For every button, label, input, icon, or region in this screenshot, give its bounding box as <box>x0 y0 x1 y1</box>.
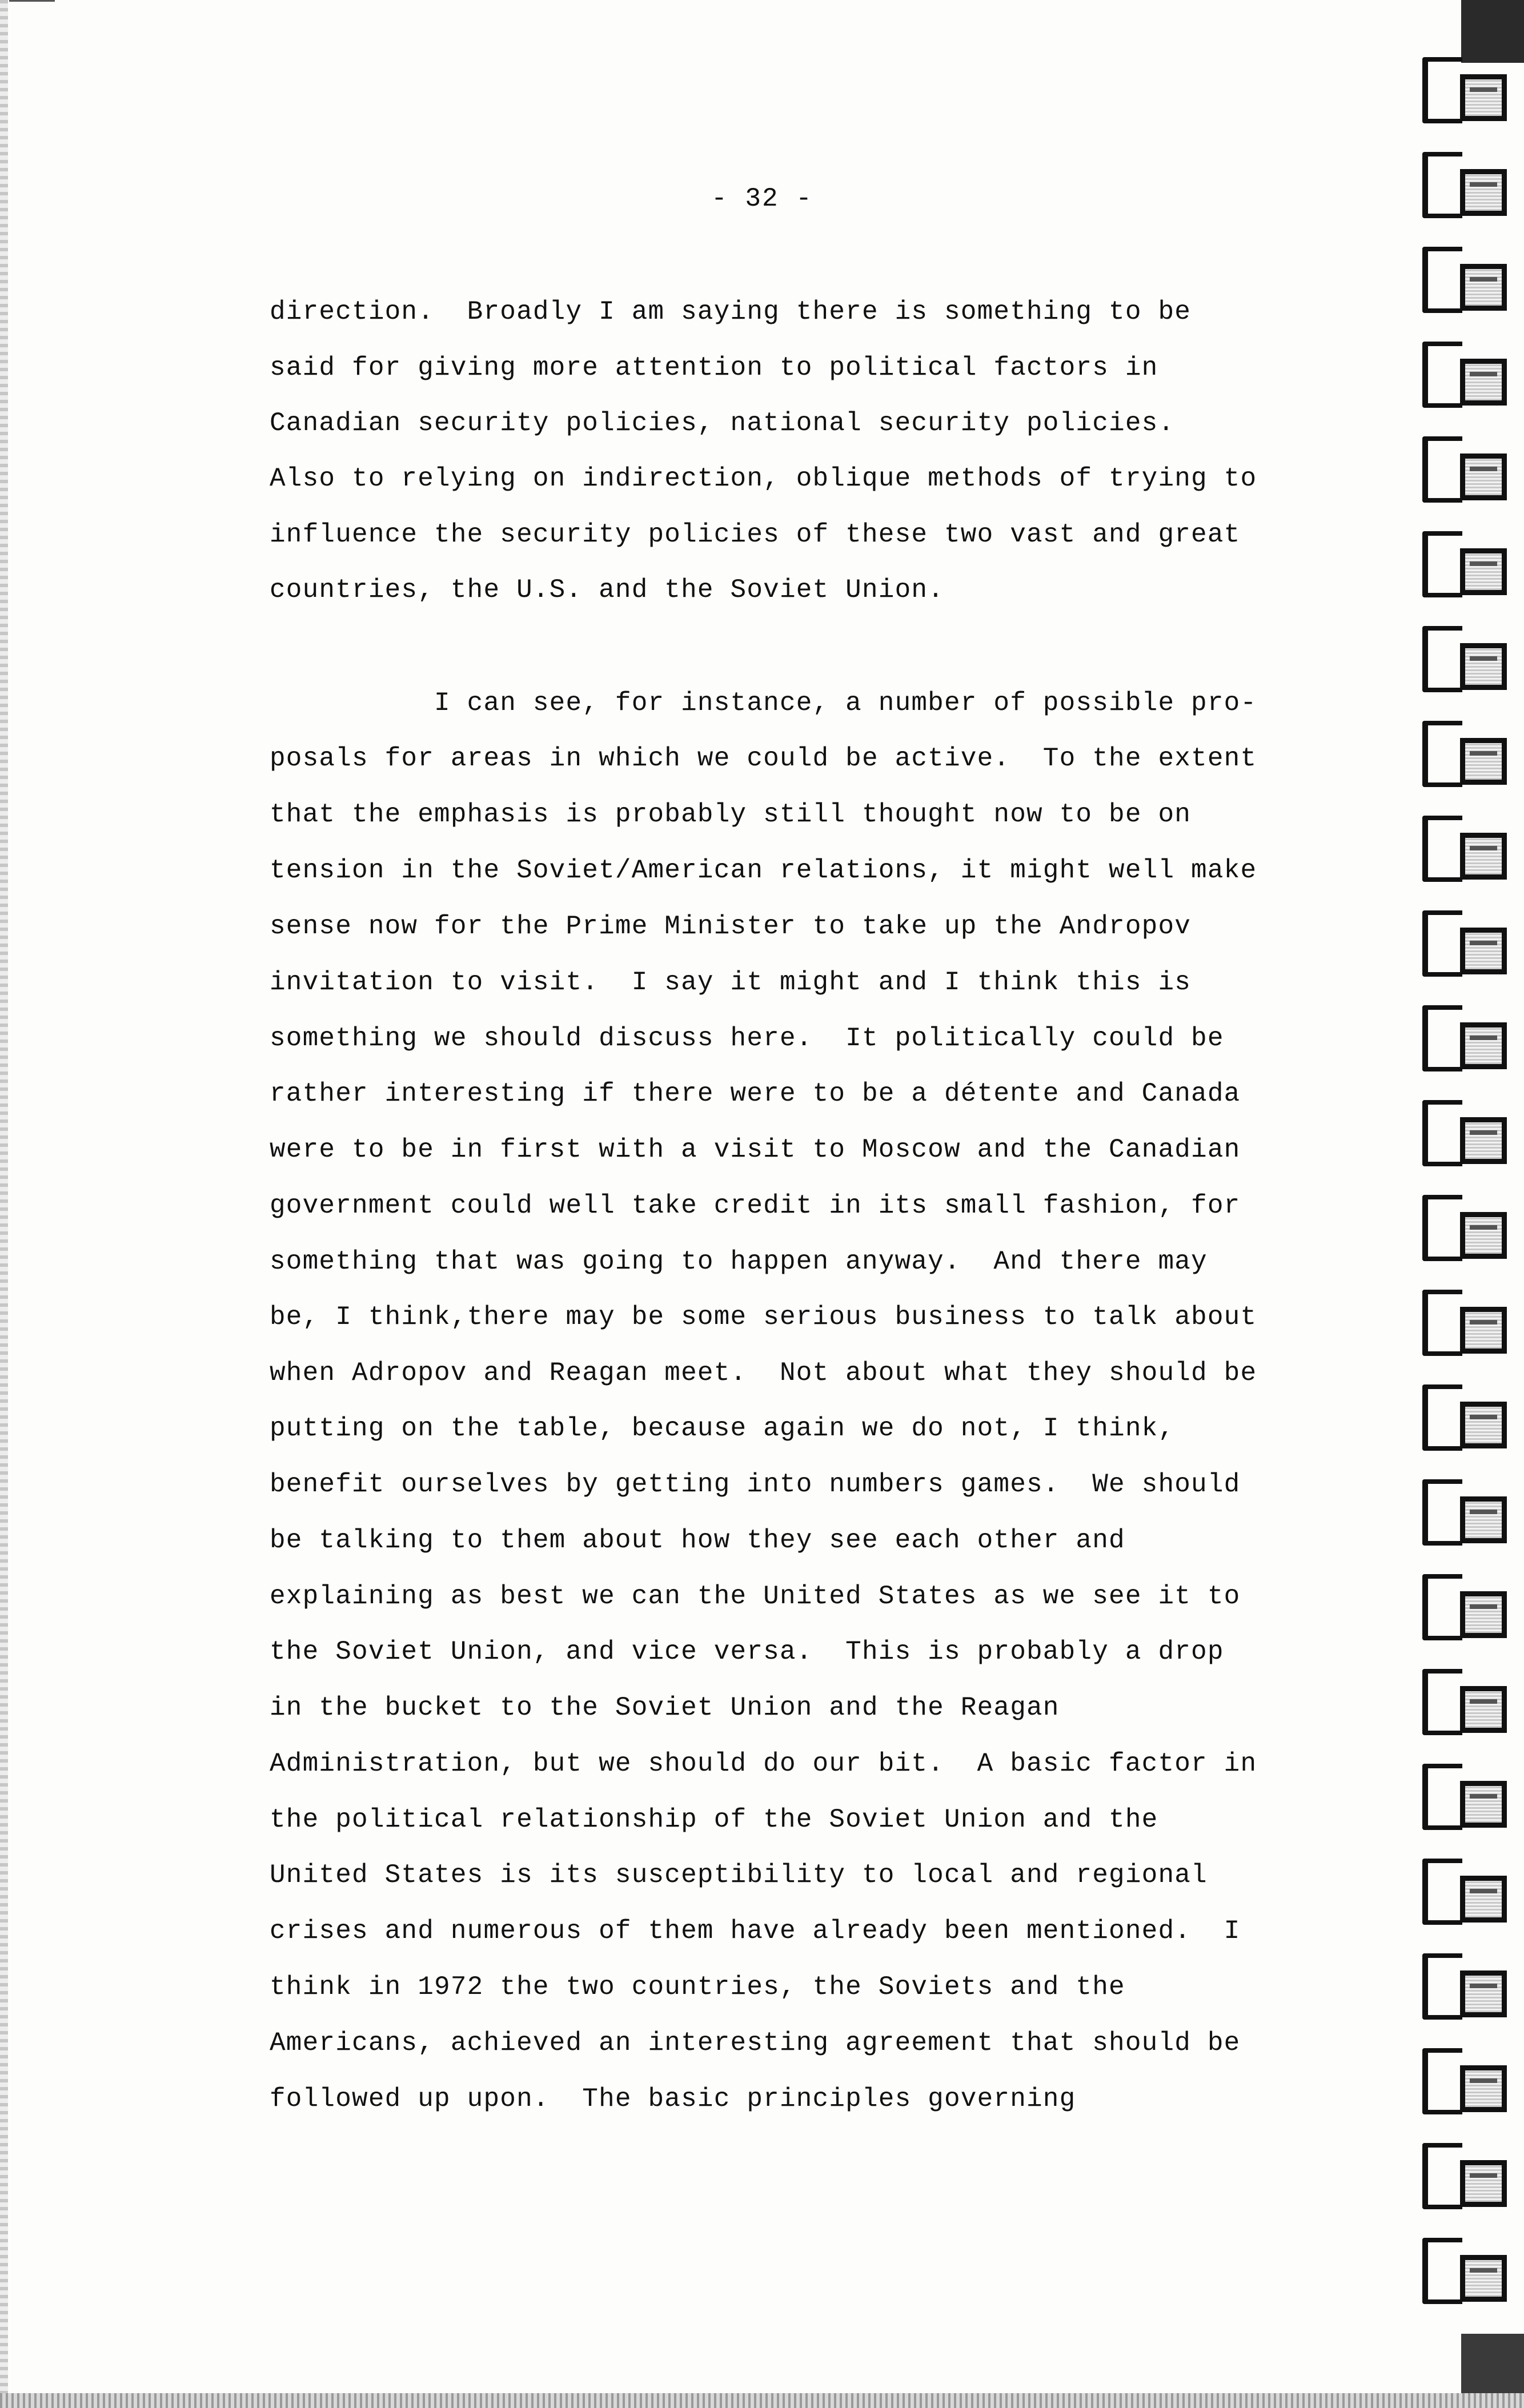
binding-punch-hole <box>1460 2160 1507 2207</box>
text-line: putting on the table, because again we do not, I think, <box>270 1414 1175 1443</box>
binding-ring <box>1411 152 1524 238</box>
text-line: be, I think,there may be some serious business to talk about <box>270 1302 1257 1332</box>
binding-punch-hole <box>1460 453 1507 500</box>
scan-top-mark <box>9 0 55 6</box>
binding-punch-hole <box>1460 833 1507 880</box>
binding-punch-hole <box>1460 1402 1507 1448</box>
binding-ring-wire <box>1422 1384 1462 1451</box>
text-line: said for giving more attention to political factors in <box>270 353 1158 383</box>
binding-ring <box>1411 2048 1524 2134</box>
binding-ring-wire <box>1422 1574 1462 1640</box>
binding-ring-wire <box>1422 910 1462 977</box>
binding-ring-wire <box>1422 2238 1462 2304</box>
binding-punch-hole <box>1460 1496 1507 1543</box>
text-line: tension in the Soviet/American relations, it might well make <box>270 856 1257 885</box>
scan-bottom-edge <box>0 2393 1524 2408</box>
text-line: something we should discuss here. It politically could be <box>270 1024 1224 1053</box>
binding-ring <box>1411 2238 1524 2323</box>
binding-ring <box>1411 1764 1524 1849</box>
text-line: were to be in first with a visit to Moscow and the Canadian <box>270 1135 1241 1165</box>
binding-punch-hole <box>1460 2065 1507 2112</box>
binding-punch-hole <box>1460 169 1507 216</box>
text-line: the Soviet Union, and vice versa. This is probably a drop <box>270 1637 1224 1667</box>
binding-ring-wire <box>1422 1290 1462 1356</box>
binding-ring-wire <box>1422 1953 1462 2020</box>
binding-ring <box>1411 436 1524 522</box>
binding-punch-hole <box>1460 1876 1507 1923</box>
text-line: think in 1972 the two countries, the Soviets and the <box>270 1972 1125 2002</box>
text-line: something that was going to happen anyway. And there may <box>270 1247 1208 1277</box>
binding-punch-hole <box>1460 1022 1507 1069</box>
binding-ring <box>1411 1384 1524 1470</box>
binding-punch-hole <box>1460 548 1507 595</box>
text-line: I can see, for instance, a number of possible pro- <box>270 688 1257 718</box>
binding-ring <box>1411 721 1524 806</box>
binding-ring <box>1411 1479 1524 1565</box>
binding-ring-wire <box>1422 2048 1462 2114</box>
text-line: be talking to them about how they see each other and <box>270 1526 1125 1555</box>
binding-ring <box>1411 1195 1524 1281</box>
text-line: sense now for the Prime Minister to take up the Andropov <box>270 912 1192 941</box>
binding-ring-wire <box>1422 816 1462 882</box>
text-line: the political relationship of the Soviet Union and the <box>270 1805 1158 1835</box>
text-line: rather interesting if there were to be a détente and Canada <box>270 1079 1241 1109</box>
binding-ring <box>1411 342 1524 427</box>
scan-left-edge <box>0 0 8 2408</box>
text-line: government could well take credit in its small fashion, for <box>270 1191 1241 1221</box>
text-line: that the emphasis is probably still thought now to be on <box>270 800 1192 829</box>
binding-ring-wire <box>1422 1479 1462 1546</box>
binding-ring <box>1411 247 1524 332</box>
binding-ring <box>1411 1005 1524 1091</box>
text-line: explaining as best we can the United States as we see it to <box>270 1582 1241 1611</box>
binding-ring-wire <box>1422 342 1462 408</box>
binding-punch-hole <box>1460 928 1507 974</box>
binding-ring-wire <box>1422 626 1462 692</box>
binding-ring-wire <box>1422 436 1462 503</box>
text-line: influence the security policies of these two vast and great <box>270 520 1241 549</box>
binding-ring-wire <box>1422 1100 1462 1166</box>
text-line: United States is its susceptibility to local and regional <box>270 1860 1208 1890</box>
binding-ring-wire <box>1422 1859 1462 1925</box>
binding-punch-hole <box>1460 1781 1507 1828</box>
text-line: followed up upon. The basic principles governing <box>270 2084 1076 2114</box>
text-line: Also to relying on indirection, oblique methods of trying to <box>270 464 1257 493</box>
text-line: crises and numerous of them have already been mentioned. I <box>270 1916 1241 1946</box>
binding-ring <box>1411 816 1524 901</box>
binding-punch-hole <box>1460 1970 1507 2017</box>
text-line: Canadian security policies, national security policies. <box>270 408 1175 438</box>
text-line: when Adropov and Reagan meet. Not about what they should be <box>270 1358 1257 1388</box>
text-line: countries, the U.S. and the Soviet Union. <box>270 575 944 605</box>
binding-ring <box>1411 1100 1524 1186</box>
binding-punch-hole <box>1460 264 1507 311</box>
binding-ring-wire <box>1422 531 1462 597</box>
binding-ring-wire <box>1422 1005 1462 1071</box>
text-line: benefit ourselves by getting into numbers games. We should <box>270 1470 1241 1499</box>
binding-punch-hole <box>1460 1591 1507 1638</box>
binding-punch-hole <box>1460 1212 1507 1259</box>
binding-punch-hole <box>1460 359 1507 406</box>
text-line: invitation to visit. I say it might and I think this is <box>270 968 1192 997</box>
binding-ring-wire <box>1422 721 1462 787</box>
binding-ring <box>1411 1859 1524 1944</box>
text-line: direction. Broadly I am saying there is something to be <box>270 297 1192 327</box>
binding-ring-wire <box>1422 57 1462 123</box>
binding-punch-hole <box>1460 1307 1507 1354</box>
binding-ring <box>1411 2143 1524 2229</box>
binding-ring-wire <box>1422 247 1462 313</box>
text-line: posals for areas in which we could be active. To the extent <box>270 744 1257 773</box>
binding-ring <box>1411 626 1524 712</box>
binding-ring-wire <box>1422 2143 1462 2209</box>
binding-ring-wire <box>1422 1764 1462 1830</box>
scan-corner-top-right <box>1461 0 1524 63</box>
text-line: in the bucket to the Soviet Union and the Reagan <box>270 1693 1060 1723</box>
page-number: - 32 - <box>711 184 813 214</box>
binding-punch-hole <box>1460 74 1507 121</box>
binding-ring <box>1411 910 1524 996</box>
binding-ring-wire <box>1422 152 1462 218</box>
binding-punch-hole <box>1460 2255 1507 2302</box>
binding-ring <box>1411 1669 1524 1755</box>
binding-ring <box>1411 57 1524 143</box>
spiral-binding <box>1411 57 1524 2330</box>
binding-punch-hole <box>1460 643 1507 690</box>
binding-punch-hole <box>1460 738 1507 785</box>
binding-ring <box>1411 1574 1524 1660</box>
binding-ring-wire <box>1422 1195 1462 1261</box>
text-line: Americans, achieved an interesting agreement that should be <box>270 2028 1241 2058</box>
binding-ring <box>1411 1290 1524 1375</box>
binding-punch-hole <box>1460 1117 1507 1164</box>
binding-ring <box>1411 531 1524 617</box>
binding-punch-hole <box>1460 1686 1507 1733</box>
binding-ring-wire <box>1422 1669 1462 1735</box>
binding-ring <box>1411 1953 1524 2039</box>
text-line: Administration, but we should do our bit. A basic factor in <box>270 1749 1257 1779</box>
